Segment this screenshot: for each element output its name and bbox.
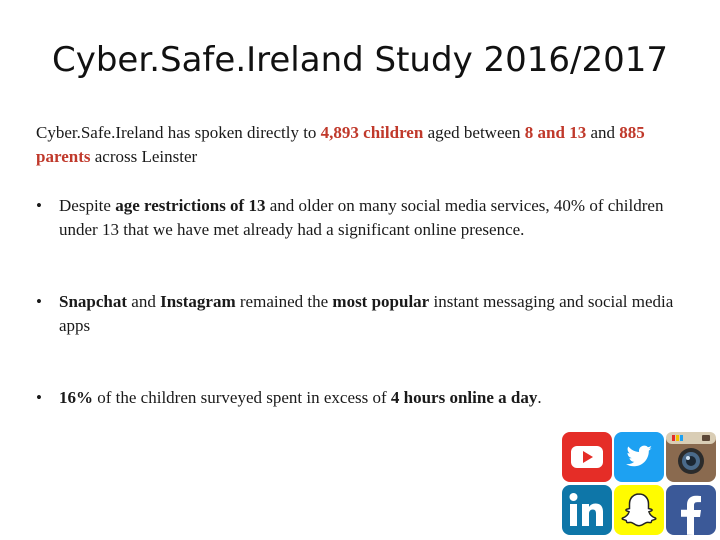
bullet-text-part: instant messaging and social media apps — [59, 292, 674, 335]
bullet-text-part: and older on many social media services, 40% of children under 13 that we have met already had a significant online presence. — [59, 196, 664, 239]
intro-paragraph — [36, 121, 696, 169]
bullet-symbol: • — [36, 292, 42, 311]
bullet-text — [59, 194, 704, 242]
bullet-bold-part: 16% — [59, 388, 93, 407]
parents-count: 885 parents — [36, 123, 645, 166]
twitter-icon — [614, 432, 664, 482]
bullet-bold-part: most popular — [332, 292, 430, 311]
intro-text-4: across Leinster — [90, 147, 198, 166]
bullet-text-part: Despite — [59, 196, 116, 215]
youtube-icon — [562, 432, 612, 482]
bullet-age-restrictions — [36, 194, 704, 242]
bullet-popular-apps — [36, 290, 704, 338]
intro-text-3: and — [586, 123, 620, 142]
bullet-text-part: remained the — [235, 292, 333, 311]
snapchat-icon — [614, 485, 664, 535]
bullet-online-hours — [36, 386, 704, 410]
bullet-text-part: . — [537, 388, 542, 407]
bullet-bold-part: Snapchat — [59, 292, 128, 311]
linkedin-icon — [562, 485, 612, 535]
children-count: 4,893 children — [320, 123, 424, 142]
bullet-symbol: • — [36, 388, 42, 407]
intro-text-1: Cyber.Safe.Ireland has spoken directly to — [36, 123, 321, 142]
bullet-bold-part: 4 hours online a day — [390, 388, 538, 407]
bullet-symbol: • — [36, 196, 42, 215]
slide-title: Cyber.Safe.Ireland Study 2016/2017 — [51, 40, 669, 80]
bullet-text-part: and — [127, 292, 161, 311]
bullet-text — [59, 290, 704, 338]
bullet-text — [59, 386, 704, 410]
social-media-icons — [560, 430, 720, 538]
bullet-bold-part: Instagram — [160, 292, 236, 311]
bullet-text-part: of the children surveyed spent in excess of — [93, 388, 391, 407]
intro-text-2: aged between — [423, 123, 525, 142]
bullet-bold-part: age restrictions of 13 — [115, 196, 266, 215]
instagram-icon — [666, 432, 716, 482]
facebook-icon — [666, 485, 716, 535]
age-range: 8 and 13 — [524, 123, 587, 142]
